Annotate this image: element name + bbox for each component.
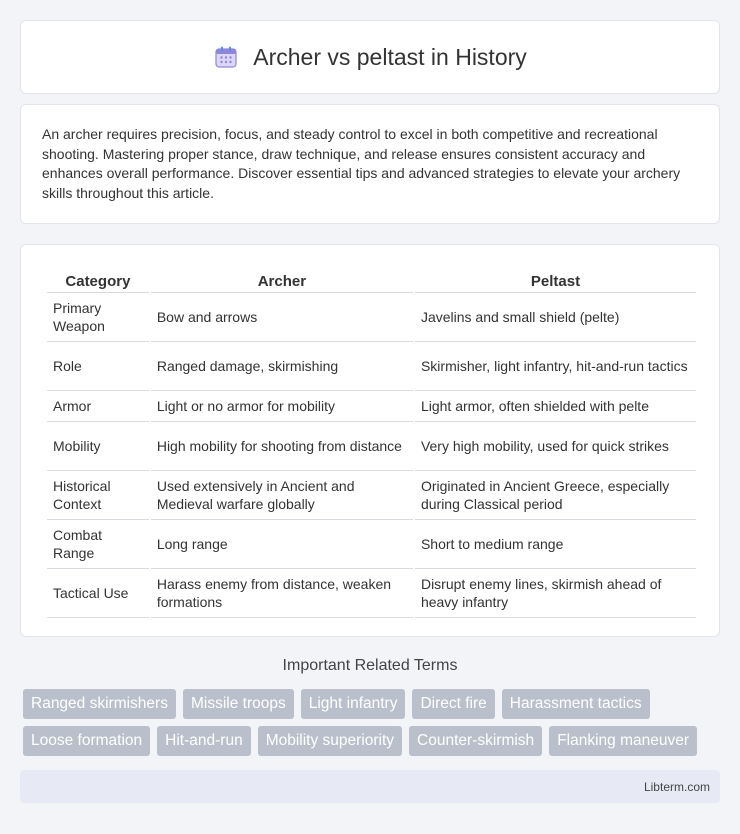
related-term-tag[interactable]: Hit-and-run xyxy=(157,726,251,756)
table-cell-category: Armor xyxy=(47,391,149,422)
table-row xyxy=(47,422,696,471)
table-row xyxy=(47,471,696,520)
footer-site-link[interactable]: Libterm.com xyxy=(643,779,710,794)
table-row xyxy=(47,569,696,618)
related-term-tag[interactable]: Light infantry xyxy=(301,689,406,719)
table-header-row xyxy=(47,263,696,293)
table-cell-peltast: Skirmisher, light infantry, hit-and-run tactics xyxy=(415,342,696,391)
table-cell-archer: Long range xyxy=(151,520,413,569)
table-cell-archer: Light or no armor for mobility xyxy=(151,391,413,422)
related-term-tag[interactable]: Mobility superiority xyxy=(258,726,402,756)
title-wrap xyxy=(213,44,527,71)
table-row xyxy=(47,520,696,569)
comparison-table-card xyxy=(20,244,720,637)
related-term-tag[interactable]: Direct fire xyxy=(412,689,494,719)
table-cell-category: Primary Weapon xyxy=(47,293,149,342)
table-cell-peltast: Very high mobility, used for quick strikes xyxy=(415,422,696,471)
table-cell-category: Tactical Use xyxy=(47,569,149,618)
footer xyxy=(20,770,720,803)
table-cell-archer: Harass enemy from distance, weaken formations xyxy=(151,569,413,618)
related-term-tag[interactable]: Counter-skirmish xyxy=(409,726,542,756)
table-cell-archer: High mobility for shooting from distance xyxy=(151,422,413,471)
related-term-tag[interactable]: Flanking maneuver xyxy=(549,726,697,756)
related-term-tag[interactable]: Loose formation xyxy=(23,726,150,756)
related-term-tag[interactable]: Ranged skirmishers xyxy=(23,689,176,719)
intro-card xyxy=(20,104,720,224)
related-term-tag[interactable]: Harassment tactics xyxy=(502,689,650,719)
table-row xyxy=(47,293,696,342)
related-terms-title: Important Related Terms xyxy=(282,657,458,674)
table-cell-category: Combat Range xyxy=(47,520,149,569)
table-cell-category: Role xyxy=(47,342,149,391)
related-term-tag[interactable]: Missile troops xyxy=(183,689,294,719)
column-header-category: Category xyxy=(47,263,149,293)
calendar-icon xyxy=(213,44,239,70)
table-cell-archer: Used extensively in Ancient and Medieval warfare globally xyxy=(151,471,413,520)
table-cell-category: Historical Context xyxy=(47,471,149,520)
comparison-table xyxy=(45,263,698,618)
page-title: Archer vs peltast in History xyxy=(253,43,527,70)
related-terms-tags xyxy=(23,689,723,763)
tag-row xyxy=(23,689,723,719)
table-cell-archer: Bow and arrows xyxy=(151,293,413,342)
tag-row xyxy=(23,726,723,756)
column-header-peltast: Peltast xyxy=(415,263,696,293)
header-card xyxy=(20,20,720,94)
table-cell-peltast: Short to medium range xyxy=(415,520,696,569)
table-cell-peltast: Originated in Ancient Greece, especially during Classical period xyxy=(415,471,696,520)
table-cell-peltast: Light armor, often shielded with pelte xyxy=(415,391,696,422)
table-cell-peltast: Disrupt enemy lines, skirmish ahead of heavy infantry xyxy=(415,569,696,618)
table-row xyxy=(47,391,696,422)
table-cell-archer: Ranged damage, skirmishing xyxy=(151,342,413,391)
column-header-archer: Archer xyxy=(151,263,413,293)
table-row xyxy=(47,342,696,391)
table-cell-category: Mobility xyxy=(47,422,149,471)
table-cell-peltast: Javelins and small shield (pelte) xyxy=(415,293,696,342)
intro-text: An archer requires precision, focus, and steady control to excel in both competitive and recreational shooting. Mastering proper stance, draw technique, and release ensures consistent accuracy and enhances overall performance. Discover essential tips and advanced strategies to elevate your archery skills throughout this article. xyxy=(42,126,681,201)
